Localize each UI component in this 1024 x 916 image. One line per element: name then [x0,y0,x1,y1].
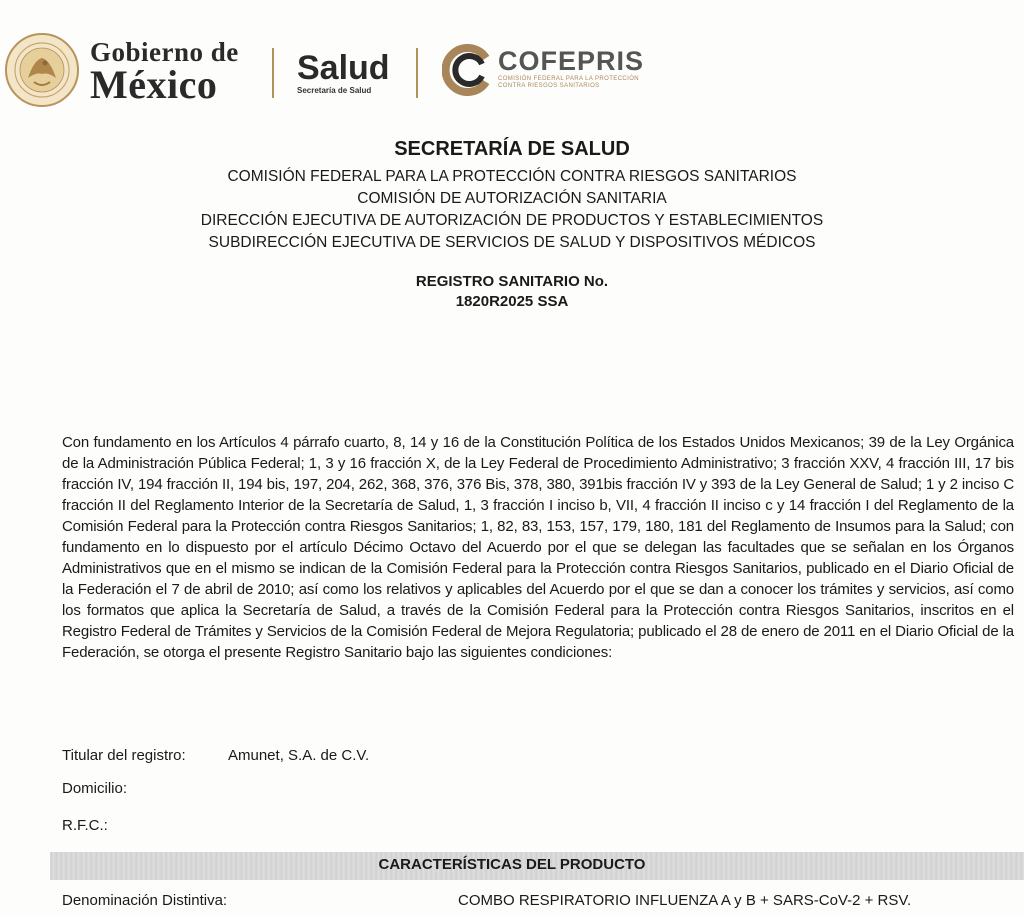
logo-divider [272,48,274,98]
heading-line-1: COMISIÓN FEDERAL PARA LA PROTECCIÓN CONTRA RIESGOS SANITARIOS [227,168,797,185]
cofepris-subtitle-1: COMISIÓN FEDERAL PARA LA PROTECCIÓN [498,76,640,82]
heading-line-2: COMISIÓN DE AUTORIZACIÓN SANITARIA [357,190,667,207]
product-section-title: CARACTERÍSTICAS DEL PRODUCTO [378,856,646,873]
titular-label: Titular del registro: [62,747,186,764]
gobierno-line1: Gobierno de [90,37,239,67]
cofepris-logo-icon [442,44,494,96]
gobierno-line2: México [90,62,218,107]
salud-title: Salud [297,49,390,87]
letterhead [0,0,1024,120]
denominacion-value: COMBO RESPIRATORIO INFLUENZA A y B + SARS-CoV-2 + RSV. [458,892,912,909]
gobierno-de-mexico-logo [90,37,239,107]
salud-subtitle: Secretaría de Salud [297,86,372,95]
cofepris-title: COFEPRIS [498,46,645,76]
denominacion-label: Denominación Distintiva: [62,892,228,909]
logo-divider [416,48,418,98]
registro-label: REGISTRO SANITARIO No. [415,273,609,290]
legal-basis-paragraph: Con fundamento en los Artículos 4 párrafo cuarto, 8, 14 y 16 de la Constitución Política de los Estados Unidos Mexicanos; 39 de la Ley Orgánica de la Administración Pública Federal; 1, 3 y 16 fracción X, de la Ley Federal de Procedimiento Administrativo; 3 fracción XXV, 4 fracción III, 17 bis fracción IV, 194 fracción II, 194 bis, 197, 204, 262, 368, 376, 376 Bis, 378, 380, 391bis fracción IV y 393 de la Ley General de Salud; 1 y 2 inciso C fracción II del Reglamento Interior de la Secretaría de Salud, 1, 3 fracción I inciso b, VII, 4 fracción II inciso c y 14 fracción I del Reglamento de la Comisión Federal para la Protección contra Riesgos Sanitarios; 1, 82, 83, 153, 157, 179, 180, 181 del Reglamento de Insumos para la Salud; con fundamento en lo dispuesto por el artículo Décimo Octavo del Acuerdo por el que se delegan las facultades que se señalan en los Órganos Administrativos que en el mismo se indican de la Comisión Federal para la Protección contra Riesgos Sanitarios, publicado en el Diario Oficial de la Federación el 7 de abril de 2010; así como los relativos y aplicables del Acuerdo por el que se dan a conocer los trámites y servicios, así como los formatos que aplica la Secretaría de Salud, a través de la Comisión Federal para la Protección contra Riesgos Sanitarios, inscritos en el Registro Federal de Trámites y Servicios de la Comisión Federal de Mejora Regulatoria; publicado el 28 de enero de 2011 en el Diario Oficial de la Federación, se otorga el presente Registro Sanitario bajo las siguientes condiciones: [62,434,1014,661]
cofepris-subtitle-2: CONTRA RIESGOS SANITARIOS [498,83,600,89]
titular-value: Amunet, S.A. de C.V. [228,747,370,764]
secretaria-heading: SECRETARÍA DE SALUD [394,138,630,160]
salud-logo [297,50,390,96]
national-seal-icon [4,32,80,108]
heading-line-3: DIRECCIÓN EJECUTIVA DE AUTORIZACIÓN DE PRODUCTOS Y ESTABLECIMIENTOS [200,212,824,229]
rfc-label: R.F.C.: [62,817,108,834]
registro-number: 1820R2025 SSA [455,293,569,310]
cofepris-logo [498,46,644,90]
heading-line-4: SUBDIRECCIÓN EJECUTIVA DE SERVICIOS DE SALUD Y DISPOSITIVOS MÉDICOS [208,234,816,251]
domicilio-label: Domicilio: [62,780,128,797]
